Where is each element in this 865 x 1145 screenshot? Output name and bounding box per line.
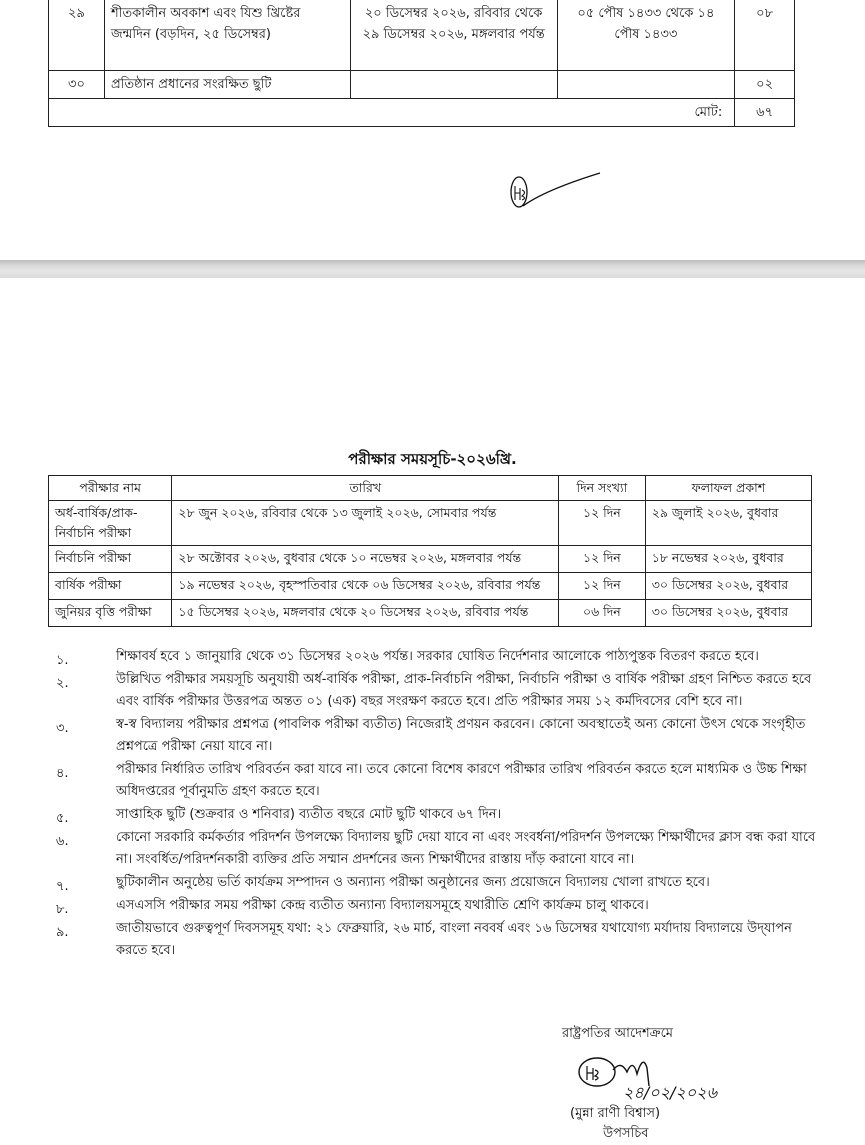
exam-date-cell: ১৯ নভেম্বর ২০২৬, বৃহস্পতিবার থেকে ০৬ ডিসেম্বর ২০২৬, রবিবার পর্যন্ত [172,573,559,600]
date-cell [350,71,557,99]
item-text: ছুটিকালীন অনুষ্ঠেয় ভর্তি কার্যক্রম সম্পাদন ও অন্যান্য পরীক্ষা অনুষ্ঠানের জন্য প্রয়োজনে বিদ্যালয় খোলা রাখতে হবে। [116,875,710,890]
serial-cell: ২৯ [49,0,105,71]
exam-result-cell: ২৯ জুলাই ২০২৬, বুধবার [645,501,811,546]
item-text: জাতীয়ভাবে গুরুত্বপূর্ণ দিবসসমূহ যথা: ২১ ফেব্রুয়ারি, ২৬ মার্চ, বাংলা নববর্ষ এবং ১৬ ডিসেম্বর যথাযোগ্য মর্যাদায় বিদ্যালয়ে উদ্‌যাপন করতে হবে। [116,921,792,958]
list-item [56,872,816,894]
item-text: সাপ্তাহিক ছুটি (শুক্রবার ও শনিবার) ব্যতীত বছরে মোট ছুটি থাকবে ৬৭ দিন। [116,807,502,822]
header-result: ফলাফল প্রকাশ [645,476,811,501]
initial-signature-icon [505,168,605,218]
holiday-table [48,0,795,127]
header-exam-name: পরীক্ষার নাম [49,476,172,501]
exam-date-cell: ২৮ অক্টোবর ২০২৬, বুধবার থেকে ১০ নভেম্বর ২০২৬, মঙ্গলবার পর্যন্ত [172,546,559,573]
exam-name-cell: অর্ধ-বার্ষিক/প্রাক-নির্বাচনি পরীক্ষা [49,501,172,546]
serial-cell: ৩০ [49,71,105,99]
signed-date: ২৪/০২/২০২৬ [623,1083,717,1102]
list-item [56,804,816,826]
list-item [56,669,816,713]
exam-days-cell: ১২ দিন [559,573,646,600]
list-item [56,895,816,917]
table-row [49,0,795,71]
table-row [49,71,795,99]
list-item [56,714,816,758]
total-label: মোট: [49,99,735,127]
item-number: ৪. [56,766,69,781]
header-days: দিন সংখ্যা [559,476,646,501]
item-number: ৯. [56,925,69,940]
holiday-name-cell: প্রতিষ্ঠান প্রধানের সংরক্ষিত ছুটি [104,71,350,99]
bangla-date-cell: ০৫ পৌষ ১৪৩৩ থেকে ১৪ পৌষ ১৪৩৩ [557,0,735,71]
table-row [49,501,812,546]
item-number: ৬. [56,834,69,849]
list-item [56,918,816,962]
item-number: ৮. [56,902,69,917]
officer-name: (মুন্না রাণী বিশ্বাস) [570,1106,661,1121]
header-date: তারিখ [172,476,559,501]
item-number: ১. [56,653,69,668]
exam-schedule-title: পরীক্ষার সময়সূচি-২০২৬খ্রি. [348,450,517,468]
exam-date-cell: ১৫ ডিসেম্বর ২০২৬, মঙ্গলবার থেকে ২০ ডিসেম্বর ২০২৬, রবিবার পর্যন্ত [172,600,559,627]
item-text: কোনো সরকারি কর্মকর্তার পরিদর্শন উপলক্ষ্যে বিদ্যালয় ছুটি দেয়া যাবে না এবং সংবর্ধনা/পরিদর্শন উপলক্ষ্যে শিক্ষার্থীদের ক্লাস বন্ধ করা যাবে না। সংবর্ধিত/পরিদর্শনকারী ব্যক্তির প্রতি সম্মান প্রদর্শনের জন্য শিক্ষার্থীদের রাস্তায় দাঁড় করানো যাবে না। [116,830,816,867]
date-cell: ২০ ডিসেম্বর ২০২৬, রবিবার থেকে ২৯ ডিসেম্বর ২০২৬, মঙ্গলবার পর্যন্ত [350,0,557,71]
item-number: ৩. [56,721,69,736]
exam-days-cell: ১২ দিন [559,546,646,573]
exam-name-cell: জুনিয়র বৃত্তি পরীক্ষা [49,600,172,627]
list-item [56,646,816,668]
exam-result-cell: ৩০ ডিসেম্বর ২০২৬, বুধবার [645,573,811,600]
list-item [56,759,816,803]
exam-schedule-table [48,475,812,627]
order-line: রাষ্ট্রপতির আদেশক্রমে [562,1026,674,1041]
days-cell: ০৮ [735,0,795,71]
item-text: স্ব-স্ব বিদ্যালয় পরীক্ষার প্রশ্নপত্র (পাবলিক পরীক্ষা ব্যতীত) নিজেরাই প্রণয়ন করবেন। কোনো অবস্থাতেই অন্য কোনো উৎস থেকে সংগৃহীত প্রশ্নপত্রে পরীক্ষা নেয়া যাবে না। [116,717,806,754]
current-page [0,278,865,1141]
table-row [49,573,812,600]
table-header-row [49,476,812,501]
page-separator [0,260,865,278]
exam-result-cell: ৩০ ডিসেম্বর ২০২৬, বুধবার [645,600,811,627]
instructions-list [56,646,816,963]
exam-date-cell: ২৮ জুন ২০২৬, রবিবার থেকে ১৩ জুলাই ২০২৬, সোমবার পর্যন্ত [172,501,559,546]
exam-name-cell: নির্বাচনি পরীক্ষা [49,546,172,573]
days-cell: ০২ [735,71,795,99]
item-text: উল্লিখিত পরীক্ষার সময়সূচি অনুযায়ী অর্ধ-বার্ষিক পরীক্ষা, প্রাক-নির্বাচনি পরীক্ষা, নির্বাচনি পরীক্ষা ও বার্ষিক পরীক্ষা গ্রহণ নিশ্চিত করতে হবে এবং বার্ষিক পরীক্ষার উত্তরপত্র অন্তত ০১ (এক) বছর সংরক্ষণ করতে হবে। প্রতি পরীক্ষার সময় ১২ কর্মদিবসের বেশি হবে না। [116,672,812,709]
officer-title: উপসচিব [603,1126,649,1141]
total-row [49,99,795,127]
item-number: ৭. [56,879,69,894]
item-number: ৫. [56,811,69,826]
item-text: এসএসসি পরীক্ষার সময় পরীক্ষা কেন্দ্র ব্যতীত অন্যান্য বিদ্যালয়সমূহে যথারীতি শ্রেণি কার্যক্রম চালু থাকবে। [116,898,649,913]
holiday-name-cell: শীতকালীন অবকাশ এবং যিশু খ্রিষ্টের জন্মদিন (বড়দিন, ২৫ ডিসেম্বর) [104,0,350,71]
item-text: পরীক্ষার নির্ধারিত তারিখ পরিবর্তন করা যাবে না। তবে কোনো বিশেষ কারণে পরীক্ষার তারিখ পরিবর্তন করতে হলে মাধ্যমিক ও উচ্চ শিক্ষা অধিদপ্তরের পূর্বানুমতি গ্রহণ করতে হবে। [116,762,807,799]
table-row [49,600,812,627]
exam-days-cell: ০৬ দিন [559,600,646,627]
previous-page [0,0,865,260]
exam-days-cell: ১২ দিন [559,501,646,546]
bangla-date-cell [557,71,735,99]
exam-result-cell: ১৮ নভেম্বর ২০২৬, বুধবার [645,546,811,573]
item-text: শিক্ষাবর্ষ হবে ১ জানুয়ারি থেকে ৩১ ডিসেম্বর ২০২৬ পর্যন্ত। সরকার ঘোষিত নির্দেশনার আলোকে পাঠ্যপুস্তক বিতরণ করতে হবে। [116,649,759,664]
signature-icon [575,1048,745,1104]
total-value: ৬৭ [735,99,795,127]
exam-name-cell: বার্ষিক পরীক্ষা [49,573,172,600]
table-row [49,546,812,573]
list-item [56,827,816,871]
item-number: ২. [56,676,69,691]
